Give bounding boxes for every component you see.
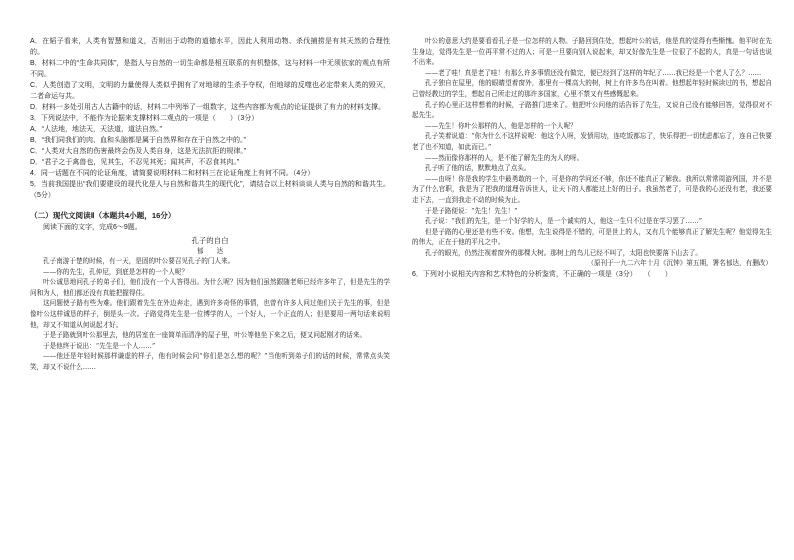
- q4: 4．同一话题在不同的论证角度，请简要说明材料二和材料三在论证角度上有何不同。（4分）: [30, 170, 315, 177]
- story-author: 郁 达: [196, 247, 224, 255]
- q3-option-d: D．“君子之于禽兽也，见其生，不忍见其死；闻其声，不忍食其肉。”: [30, 159, 240, 166]
- story-paragraph: 于是子路便说：“先生！先生！”: [425, 206, 518, 215]
- q3-stem: 3．下列说法中，不能作为论据来支撑材料二观点的一项是（ ）（3分）: [30, 115, 259, 122]
- story-paragraph: ——先生！你叶公那样的人，他是怎样的一个人呢？: [425, 121, 577, 130]
- story-paragraph: 这问题使子路有些为难。他们跟着先生在外边奔走，遇到许多奇怪的事情，也曾有许多人问过他们关于先生的事，但是像叶公这样诚恳的样子，倒是头一次。子路觉得先生是一位博学的人，一个好人，一个正直的人；但是要用一两句话来说明他，却又不知道从何说起才好。: [30, 299, 390, 329]
- story-paragraph: 于是他终于说出：“先生是一个人……”: [43, 341, 156, 350]
- q3-option-c: C．“人类对大自然的伤害最终会伤及人类自身，这是无法抗拒的规律。”: [30, 148, 247, 155]
- story-title: 孔子的自白: [191, 236, 229, 245]
- story-paragraph: 孔子的眼光，仍然注视着窗外的那棵大树。那树上的鸟儿已经不叫了，太阳也快要落下山去了。: [425, 248, 702, 257]
- q2-option-c: C．人类创造了文明，文明的力量使得人类似乎拥有了对地球的生杀予夺权，但地球的反噬也必定带来人类的毁灭，二者命运与共。: [30, 82, 390, 100]
- story-paragraph: ——老了哇！真是老了哇！有那么许多事情还没有做完，便已经到了这样的年纪了……我已经是一个老人了么？……: [425, 68, 762, 77]
- left-column: [30, 36, 390, 373]
- source-note: （原刊于一九二六年十月《沉钟》第五期，署名郁达，有删改）: [587, 259, 772, 268]
- q2-option-a: A．在韬子看来，人类有智慧和道义，否则出于动物的道德水平，因此人利用动物、杀伐捕捞是有其天然的合理性的。: [30, 38, 390, 56]
- q2-option-b: B．材料二中的“生命共同体”，是指人与自然的一切生命都是相互联系的有机整体，这与材料一中无须依家的观点有所不同。: [30, 60, 390, 78]
- story-paragraph: 孔子笑着说道：“你为什么不这样说呢：他这个人呀，发愤用功，连吃饭都忘了，快乐得把一切忧虑都忘了，连自己快要老了也不知道，如此而已。”: [412, 132, 772, 151]
- story-paragraph: 孔子听了他的话，默默地点了点头。: [425, 164, 531, 173]
- story-paragraph: ——然而像你那样的人，是不能了解先生的为人的呀。: [425, 153, 584, 162]
- story-paragraph: 孔子南游于楚的时候，有一天，是固的叶公要召见孔子的门人来。: [43, 257, 235, 265]
- story-paragraph: ——你的先生，孔仲尼，到底是怎样的一个人呢？: [43, 267, 189, 276]
- story-paragraph: 叶公诚恳地问孔子的弟子们，他们没有一个人答得出。为什么呢？因为他们虽然跟随老师已经许多年了，但是先生的学问和为人，他们都还没有真能把握得住。: [30, 278, 390, 297]
- q6-stem: 6．下列对小说相关内容和艺术特色的分析鉴赏，不正确的一项是（3分） （ ）: [412, 271, 672, 279]
- story-paragraph: 孔子独自在屋里，他的眼睛望着窗外，那里有一棵高大的树，树上有许多鸟在叫着。他想起年轻时候读过的书，想起自己曾经教过的学生，想起自己所走过的那许多国家，心里不禁又有些感慨起来。: [412, 79, 772, 98]
- story-paragraph: ——由呀！你是我的学生中最勇敢的一个，可是你的学问还不够，你还不能真正了解我。我所以常常周游列国，并不是为了什么官职，我是为了把我的道理告诉世人，让天下的人都能过上好的日子。我虽然老了，可是我的心还没有老，我还要走下去，一直到我走不动的时候为止。: [412, 174, 772, 204]
- story-paragraph: 叶公的意思大约是要看看孔子是一位怎样的人物。子路回到住处，想起叶公的话，他是真的觉得有些惭愧。他平时在先生身边，觉得先生是一位再平常不过的人；可是一旦要向别人说起来，却又好像先生是一位很了不起的人，真是一句话也说不出来。: [412, 37, 772, 67]
- story-paragraph: 于是子路就到叶公那里去，他的居室在一座简单而清净的屋子里，叶公等他坐下来之后，便又问起刚才的话来。: [43, 331, 367, 340]
- story-paragraph: 孔子的心里正这样想着的时候，子路推门进来了。他把叶公问他的话告诉了先生，又说自己没有能够回答，觉得很对不起先生。: [412, 100, 772, 120]
- q5: 5．当前我国提出“我们要建设的现代化是人与自然和谐共生的现代化”，请结合以上材料谈谈人类与自然的和谐共生。（5分）: [30, 181, 390, 199]
- story-paragraph: ——他还是年轻时候那样谦虚的样子，他有时候会问“你们是怎么想的呢？”当他听到弟子们的话的时候，常常点头笑笑，却又不说什么……: [30, 352, 390, 371]
- section-title: （二）现代文阅读Ⅱ（本题共4小题，16分）: [30, 211, 176, 220]
- story-paragraph: 但是子路的心里还是有些不安。他想，先生说得是不错的，可是世上的人，又有几个能够真正了解先生呢？他觉得先生的伟大，正在于他的平凡之中。: [412, 227, 772, 247]
- q2-option-d: D．材料一多处引用古人古籍中的话，材料二中列举了一组数字，这些内容都为观点的论证提供了有力的材料支撑。: [30, 104, 386, 111]
- instruction: 阅读下面的文字，完成6～9题。: [43, 224, 142, 231]
- right-column: [412, 36, 772, 280]
- q3-option-a: A．“人法地，地法天，天法道，道法自然。”: [30, 126, 162, 133]
- q3-option-b: B．“我们同我们的肉、血和头脑都是属于自然界和存在于自然之中的。”: [30, 137, 246, 144]
- story-paragraph: 孔子说：“我们的先生，是一个好学的人，是一个诚实的人，他这一生只不过是在学习罢了……”: [425, 217, 703, 226]
